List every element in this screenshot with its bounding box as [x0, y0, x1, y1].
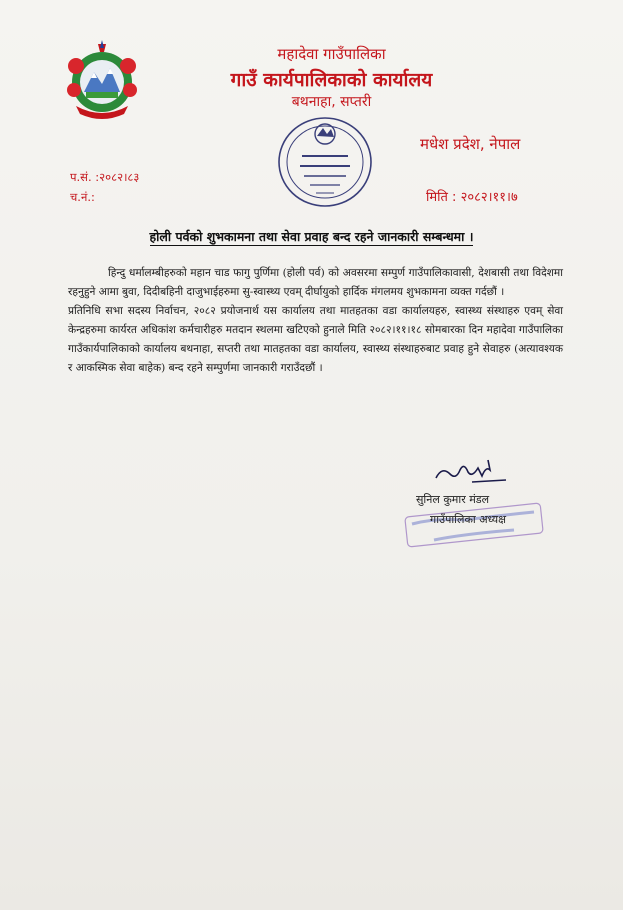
signatory-title: गाउँपालिका अध्यक्ष: [430, 513, 507, 526]
office-seal-icon: [274, 112, 376, 212]
handwritten-signature-icon: [428, 456, 508, 486]
office-address: बथनाहा, सप्तरी: [291, 94, 372, 110]
body-paragraph-service-closure: प्रतिनिधि सभा सदस्य निर्वाचन, २०८२ प्रयोजनार्थ यस कार्यालय तथा मातहतका वडा कार्यालयहरु, स्वास्थ्य संस्थाहरु एवम् सेवा केन्द्रहरुमा कार्यरत अधिकांश कर्मचारीहरु मतदान स्थलमा खटिएको हुनाले मिति २०८२।११।१८ सोमबारका दिन महादेवा गाउँपालिका गाउँकार्यपालिकाको कार्यालय बथनाहा, सप्तरी तथा मातहतका वडा कार्यालय, स्वास्थ्य संस्थाहरुबाट प्रवाह हुने सेवाहरु (अत्यावश्यक र आकस्मिक सेवा बाहेक) बन्द रहने सम्पुर्णमा जानकारी गराउँदछौं ।: [68, 305, 563, 374]
body-paragraph-greeting: हिन्दु धर्मालम्बीहरुको महान चाड फागु पुर्णिमा (होली पर्व) को अवसरमा सम्पुर्ण गाउँपालिकावासी, देशबासी तथा विदेशमा रहनुहुने आमा बुवा, दिदीबहिनी दाजुभाईहरुमा सु-स्वास्थ्य एवम् दीर्घायुको हार्दिक मंगलमय शुभकामना व्यक्त गर्दछौं ।: [68, 267, 563, 298]
province-label: मधेश प्रदेश, नेपाल: [420, 135, 521, 153]
reference-number: प.सं. :२०८२।८३: [70, 170, 140, 184]
office-name: गाउँ कार्यपालिकाको कार्यालय: [230, 69, 433, 91]
dispatch-number: च.नं.:: [70, 190, 95, 204]
letter-date: मिति : २०८२।११।७: [426, 190, 518, 205]
municipality-name: महादेवा गाउँपालिका: [277, 45, 386, 63]
signatory-name: सुनिल कुमार मंडल: [416, 493, 490, 506]
letter-body: [68, 264, 563, 378]
letter-subject: [0, 228, 623, 245]
subject-text: होली पर्वको शुभकामना तथा सेवा प्रवाह बन्द रहने जानकारी सम्बन्धमा ।: [149, 229, 474, 244]
